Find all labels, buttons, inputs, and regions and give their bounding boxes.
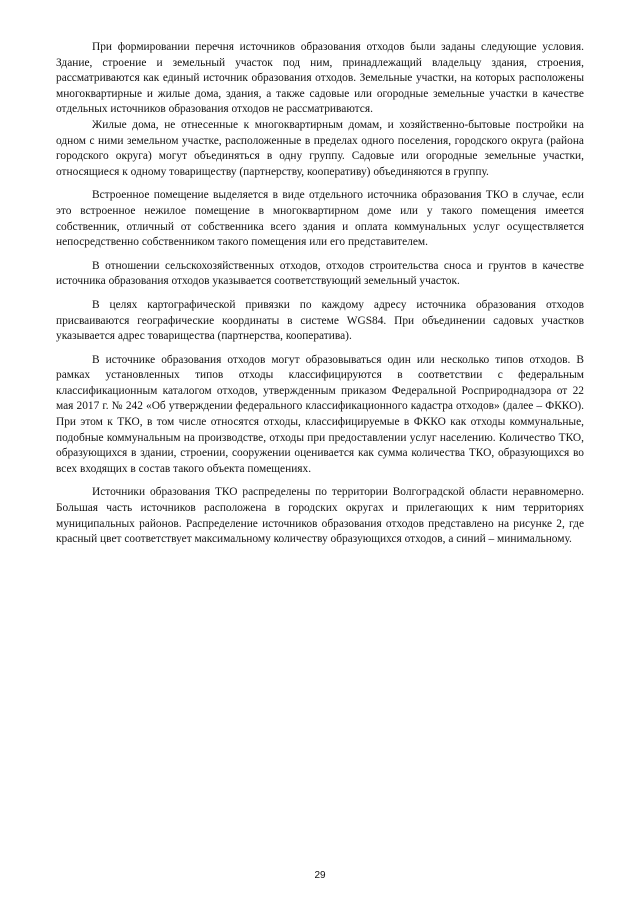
paragraph-source-conditions: При формировании перечня источников образования отходов были заданы следующие условия. Здание, строение и земельный участок под ним, принадлежащий владельцу здания, строения, рассматриваются как единый источник образования отходов. Земельные участки, на которых расположены многоквартирные и жилые дома, здания, а также садовые или огородные земельные участки в качестве отдельных источников образования отходов не рассматриваются. (56, 41, 584, 116)
paragraph-agricultural-waste: В отношении сельскохозяйственных отходов, отходов строительства сноса и грунтов в качестве источника образования отходов указывается соответствующий земельный участок. (56, 259, 584, 288)
paragraph-waste-types: В источнике образования отходов могут образовываться один или несколько типов отходов. В рамках установленных типов отходы классифицируются в соответствии с федеральным классификационным каталогом отходов, утвержденным приказом Федеральной Росприроднадзора от 22 мая 2017 г. № 242 «Об утверждении федерального классификационного кадастра отходов» (далее – ФККО). При этом к ТКО, в том числе относятся отходы, классифицируемые в ФККО как отходы коммунальные, подобные коммунальным на производстве, отходы при предоставлении услуг населению. Количество ТКО, образующихся в здании, строении, сооружении оценивается как сумма количества ТКО, образующихся во всех входящих в состав такого объекта помещениях. (56, 353, 584, 475)
paragraph-coordinates: В целях картографической привязки по каждому адресу источника образования отходов присваиваются географические координаты в системе WGS84. При объединении садовых участков указывается адрес товарищества (партнерства, кооператива). (56, 298, 584, 343)
paragraph-distribution: Источники образования ТКО распределены по территории Волгоградской области неравномерно. Большая часть источников расположена в городских округах и прилегающих к ним территориях муниципальных районов. Распределение источников образования отходов представлено на рисунке 2, где красный цвет соответствует максимальному количеству образующихся отходов, а синий – минимальному. (56, 486, 584, 546)
paragraph-built-in-premises: Встроенное помещение выделяется в виде отдельного источника образования ТКО в случае, если это встроенное нежилое помещение в многоквартирном доме или у такого помещения имеется собственник, отличный от собственника всего здания и оплата коммунальных услуг осуществляется непосредственно собственником такого помещения или его представителем. (56, 189, 584, 249)
page-number: 29 (314, 870, 326, 881)
paragraph-residential-grouping: Жилые дома, не отнесенные к многоквартирным домам, и хозяйственно-бытовые постройки на одном с ними земельном участке, расположенные в пределах одного поселения, городского округа (района городского округа) могут объединяться в одну группу. Садовые или огородные земельные участки, относящиеся к одному товариществу (партнерству, кооперативу) объединяются в группу. (56, 118, 584, 178)
